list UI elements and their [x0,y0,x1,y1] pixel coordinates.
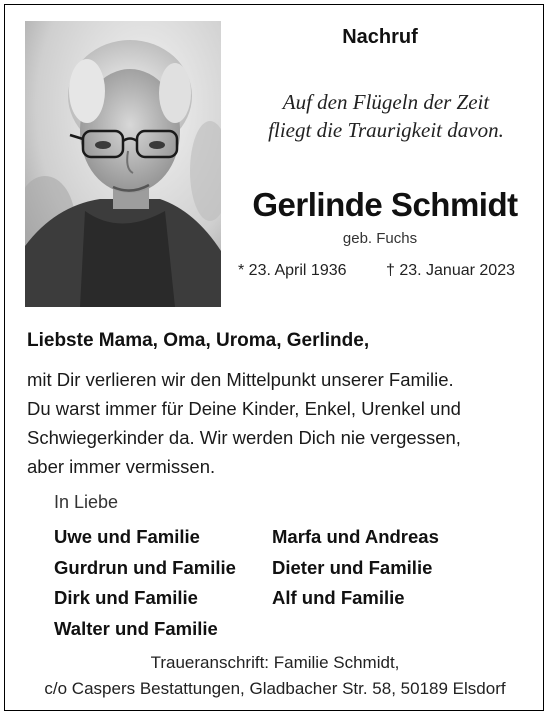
birth-date: * 23. April 1936 [238,262,347,279]
portrait-photo [25,21,221,307]
mourner: Walter und Familie [54,617,218,639]
verse [226,88,546,144]
mourner: Uwe und Familie [54,526,200,547]
in-love-label: In Liebe [54,492,119,512]
address-line: c/o Caspers Bestattungen, Gladbacher Str. 58, 50189 Elsdorf [44,679,506,698]
mourner: Marfa und Andreas [272,526,439,547]
mourner: Alf und Familie [272,587,405,608]
death-date: † 23. Januar 2023 [386,262,515,279]
portrait-illustration [25,21,221,307]
life-dates [238,262,528,280]
notice-title: Nachruf [342,26,418,48]
message-line: Schwiegerkinder da. Wir werden Dich nie vergessen, [27,427,461,448]
salutation: Liebste Mama, Oma, Uroma, Gerlinde, [27,330,370,351]
verse-line: fliegt die Traurigkeit davon. [268,118,504,142]
message-line: aber immer vermissen. [27,456,216,477]
message [27,365,542,481]
mourners-left-column [54,522,236,644]
message-line: mit Dir verlieren wir den Mittelpunkt unserer Familie. [27,369,454,390]
mourner: Gurdrun und Familie [54,556,236,578]
address-line: Traueranschrift: Familie Schmidt, [150,653,400,672]
mourner: Dirk und Familie [54,587,198,608]
mourner: Dieter und Familie [272,556,433,578]
maiden-name: geb. Fuchs [342,230,418,247]
verse-line: Auf den Flügeln der Zeit [282,90,490,114]
deceased-name: Gerlinde Schmidt [252,186,518,223]
mourning-address [20,650,530,702]
mourners-right-column [272,522,439,614]
message-line: Du warst immer für Deine Kinder, Enkel, Urenkel und [27,398,461,419]
